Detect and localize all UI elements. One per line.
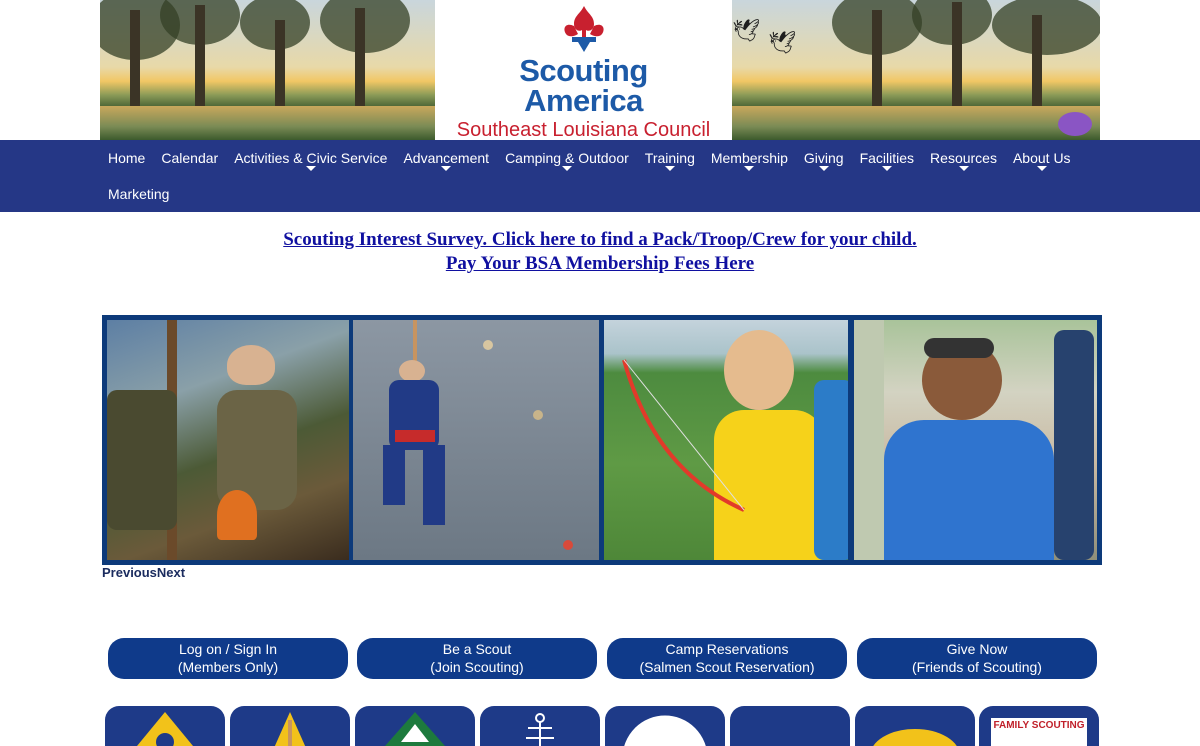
dropdown-caret-icon (819, 166, 829, 171)
swamp-scene-image-right (732, 0, 1100, 140)
family-scouting-label: FAMILY SCOUTING (993, 720, 1085, 731)
be-a-scout-button[interactable] (357, 638, 597, 679)
button-label: Camp Reservations (665, 641, 789, 657)
logo-text-scouting: Scouting (519, 53, 648, 88)
header-banner (100, 0, 1100, 140)
nav-item-activities-and-civic-service[interactable] (226, 140, 395, 176)
photo-slideshow (102, 315, 1102, 565)
slide-photo-climbing-wall (353, 320, 599, 560)
dropdown-caret-icon (744, 166, 754, 171)
nav-item-camping-and-outdoor[interactable] (497, 140, 637, 176)
order-of-the-arrow-seal-icon (617, 712, 713, 746)
family-scouting-tile[interactable] (979, 706, 1099, 746)
nav-item-label: Home (108, 150, 146, 166)
dropdown-caret-icon (1037, 166, 1047, 171)
scouting-america-logo[interactable] (435, 0, 732, 140)
nav-item-facilities[interactable] (852, 140, 922, 176)
order-of-the-arrow-tile[interactable] (605, 706, 725, 746)
nav-item-label: About Us (1012, 150, 1071, 166)
nav-item-giving[interactable] (796, 140, 852, 176)
previous-slide-button[interactable]: Previous (102, 565, 157, 580)
give-now-button[interactable] (857, 638, 1097, 679)
nav-item-label: Resources (930, 150, 997, 166)
venturing-tile[interactable] (355, 706, 475, 746)
nav-item-advancement[interactable] (395, 140, 497, 176)
button-sublabel: (Members Only) (177, 659, 279, 675)
nav-item-home[interactable] (100, 140, 153, 176)
slide-photo-campfire (107, 320, 349, 560)
button-sublabel: (Salmen Scout Reservation) (639, 659, 815, 675)
scouts-bsa-tile[interactable] (230, 706, 350, 746)
bird-icon: 🕊 (732, 18, 760, 43)
nav-item-label: Giving (803, 150, 844, 166)
button-sublabel: (Friends of Scouting) (912, 659, 1042, 675)
next-slide-button[interactable]: Next (156, 565, 186, 580)
dropdown-caret-icon (959, 166, 969, 171)
dropdown-caret-icon (306, 166, 316, 171)
nav-item-label: Calendar (161, 150, 219, 166)
nav-item-training[interactable] (637, 140, 703, 176)
sea-scouts-tile[interactable] (480, 706, 600, 746)
interest-survey-link[interactable]: Scouting Interest Survey. Click here to find a Pack/Troop/Crew for your child. (283, 229, 917, 250)
nav-item-calendar[interactable] (153, 140, 226, 176)
nav-item-resources[interactable] (922, 140, 1005, 176)
slide-photo-knot-tying (854, 320, 1097, 560)
log-on-button[interactable] (108, 638, 348, 679)
dropdown-caret-icon (882, 166, 892, 171)
southeast-tile[interactable] (855, 706, 975, 746)
slideshow-pager (102, 565, 185, 580)
nav-item-label: Membership (710, 150, 788, 166)
council-name: Southeast Louisiana Council (456, 119, 711, 140)
nav-item-label: Facilities (859, 150, 915, 166)
featured-links (0, 228, 1200, 276)
venturing-emblem-icon (385, 712, 445, 746)
button-label: Log on / Sign In (178, 641, 278, 657)
fleur-de-lis-icon (560, 4, 608, 54)
swamp-scene-image-left (100, 0, 435, 140)
membership-fees-link[interactable]: Pay Your BSA Membership Fees Here (445, 253, 755, 274)
dropdown-caret-icon (441, 166, 451, 171)
nav-item-about-us[interactable] (1005, 140, 1079, 176)
family-scouting-card (991, 718, 1087, 746)
cub-scouts-tile[interactable] (105, 706, 225, 746)
button-sublabel: (Join Scouting) (430, 659, 524, 675)
camp-reservations-button[interactable] (607, 638, 847, 679)
nav-item-membership[interactable] (703, 140, 796, 176)
button-label: Be a Scout (442, 641, 512, 657)
nav-item-marketing[interactable] (100, 176, 177, 212)
exploring-tile[interactable] (730, 706, 850, 746)
dropdown-caret-icon (562, 166, 572, 171)
southeast-badge-icon (867, 712, 963, 746)
bird-icon: 🕊 (768, 30, 796, 55)
iris-flower (1058, 112, 1092, 136)
dropdown-caret-icon (665, 166, 675, 171)
button-label: Give Now (946, 641, 1008, 657)
nav-item-label: Activities & Civic Service (234, 150, 388, 166)
nav-item-label: Advancement (403, 150, 490, 166)
nav-item-label: Camping & Outdoor (505, 150, 629, 166)
slide-photo-archery (604, 320, 848, 560)
main-navigation (0, 140, 1200, 212)
logo-text-america: America (524, 83, 643, 118)
anchor-icon (520, 712, 560, 746)
nav-item-label: Training (644, 150, 695, 166)
nav-item-label: Marketing (108, 186, 170, 202)
cub-scouts-emblem-icon (135, 712, 195, 746)
arrow-emblem-icon (270, 712, 310, 746)
